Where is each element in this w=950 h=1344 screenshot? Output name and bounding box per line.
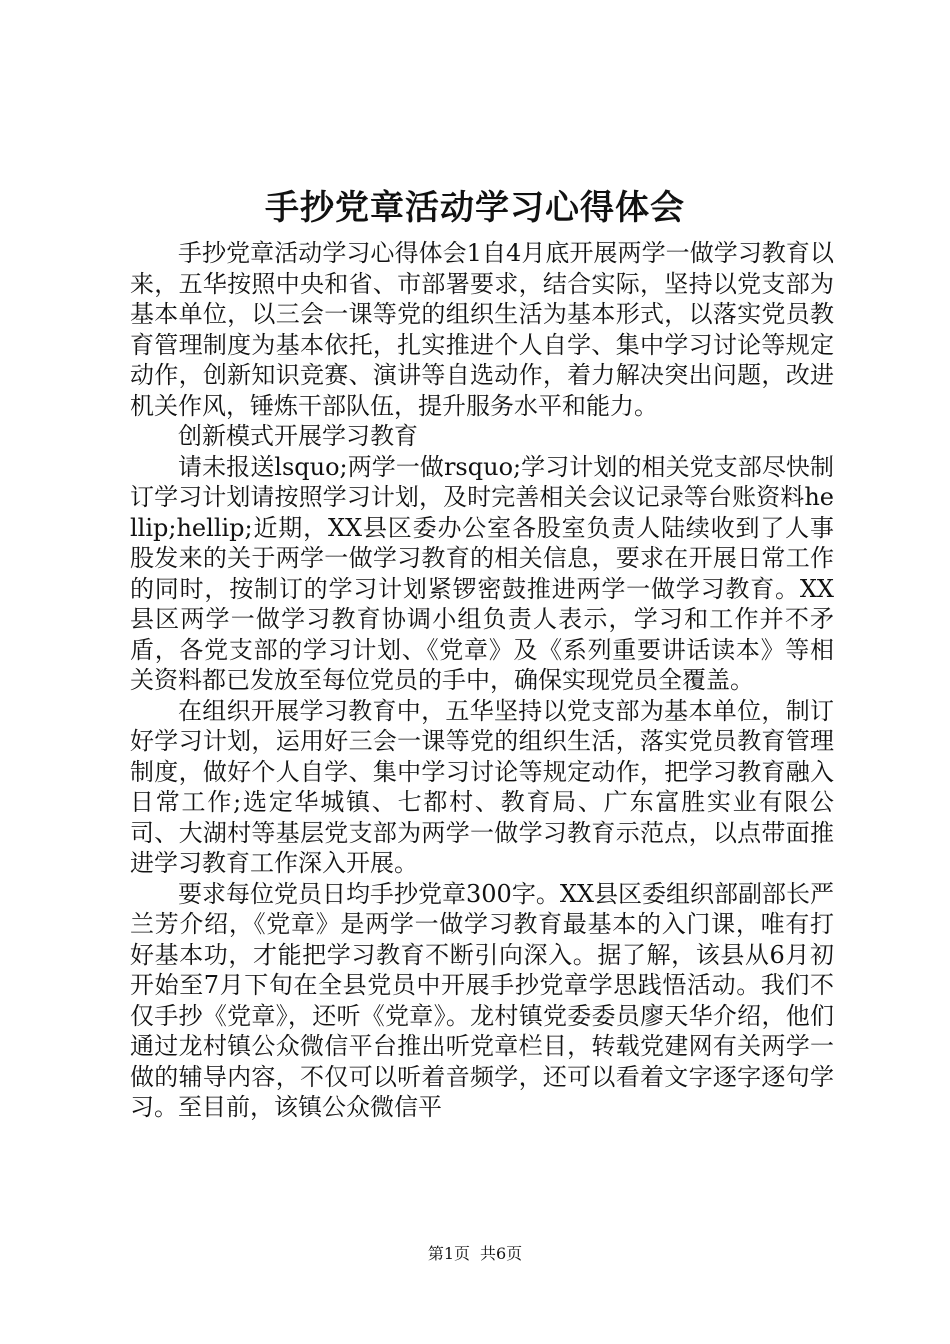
document-title: 手抄党章活动学习心得体会 bbox=[265, 188, 685, 228]
page-footer bbox=[0, 1243, 950, 1265]
page-number: 第1页 bbox=[427, 1244, 470, 1263]
paragraph-hand-copy: 要求每位党员日均手抄党章300字。XX县区委组织部副部长严兰芳介绍，《党章》是两学一做学习教育最基本的入门课，唯有打好基本功，才能把学习教育不断引向深入。据了解，该县从6月初开始至7月下旬在全县党员中开展手抄党章学思践悟活动。我们不仅手抄《党章》，还听《党章》。龙村镇党委委员廖天华介绍，他们通过龙村镇公众微信平台推出听党章栏目，转载党建网有关两学一做的辅导内容，不仅可以听着音频学，还可以看着文字逐字逐句学习。至目前，该镇公众微信平 bbox=[130, 879, 834, 1121]
paragraph-study-plan: 请未报送lsquo;两学一做rsquo;学习计划的相关党支部尽快制订学习计划请按照学习计划，及时完善相关会议记录等台账资料hellip;hellip;近期，XX县区委办公室各股室负责人陆续收到了人事股发来的关于两学一做学习教育的相关信息，要求在开展日常工作的同时，按制订的学习计划紧锣密鼓推进两学一做学习教育。XX县区两学一做学习教育协调小组负责人表示，学习和工作并不矛盾，各党支部的学习计划、《党章》及《系列重要讲话读本》等相关资料都已发放至每位党员的手中，确保实现党员全覆盖。 bbox=[130, 452, 834, 694]
paragraph-intro: 手抄党章活动学习心得体会1自4月底开展两学一做学习教育以来，五华按照中央和省、市部署要求，结合实际，坚持以党支部为基本单位，以三会一课等党的组织生活为基本形式，以落实党员教育管理制度为基本依托，扎实推进个人自学、集中学习讨论等规定动作，创新知识竞赛、演讲等自选动作，着力解决突出问题，改进机关作风，锤炼干部队伍，提升服务水平和能力。 bbox=[130, 239, 834, 420]
page-total: 共6页 bbox=[480, 1244, 523, 1263]
section-heading: 创新模式开展学习教育 bbox=[178, 422, 418, 450]
document-body bbox=[130, 238, 834, 1123]
paragraph-organization: 在组织开展学习教育中，五华坚持以党支部为基本单位，制订好学习计划，运用好三会一课等党的组织生活，落实党员教育管理制度，做好个人自学、集中学习讨论等规定动作，把学习教育融入日常工作;选定华城镇、七都村、教育局、广东富胜实业有限公司、大湖村等基层党支部为两学一做学习教育示范点，以点带面推进学习教育工作深入开展。 bbox=[130, 696, 834, 877]
